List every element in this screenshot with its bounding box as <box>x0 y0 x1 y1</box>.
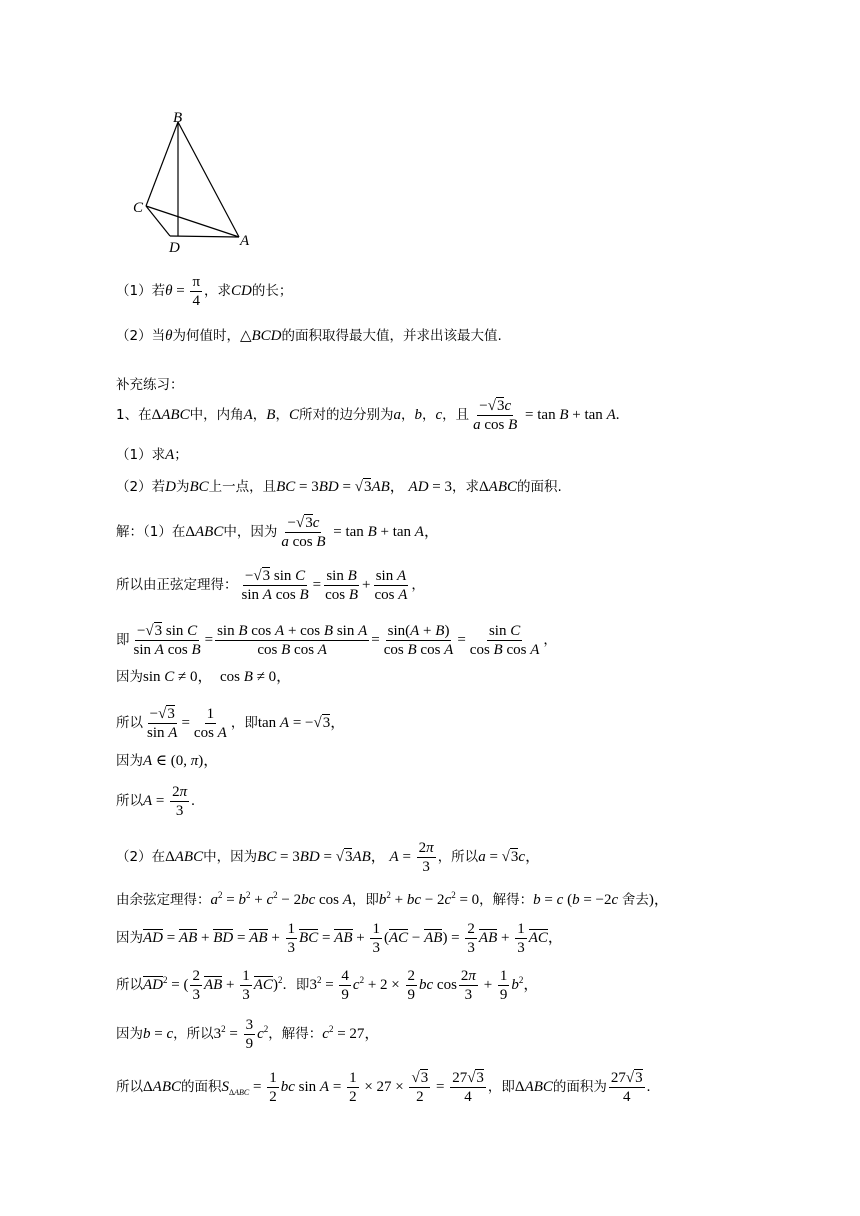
solution-line-9: 由余弦定理得：$a^2 = b^2 + c^2 - 2bc$ cos A，即$b^2$ + bc − $2c^2 = 0$，解得：b = c (b = −2c 舍去)， <box>116 890 669 908</box>
edge-bc <box>146 122 178 206</box>
solution-line-5: 所以 $\frac{-√3}{\text{sin A}}$ = $\frac{1}{\text{cos A}}$ ，即tan A = −√3， <box>116 706 346 741</box>
problem-1: 1、在ΔABC中，内角A，B，C所对的边分别为a，b，c，且 $\frac{-√3c}{\text{a cos B}}$ = tan B + tan A. <box>116 398 620 433</box>
solution-line-10: 因为AD = AB + BD = AB + $\frac{1}{3}$ BC = AB + $\frac{1}{3}$ (AC − AB) = $\frac{2}{3}$ AB + $\frac{1}{3}$ AC， <box>116 921 563 956</box>
solution-line-8: （2）在ΔABC中，因为BC = 3BD = √3AB， A = $\frac{2\pi}{3}$ ，所以a = √3c， <box>116 840 541 875</box>
solution-line-7: 所以A = $\frac{2\pi}{3}$ . <box>116 784 195 819</box>
question-2: （2）当θ为何值时，△BCD的面积取得最大值，并求出该最大值. <box>116 328 502 344</box>
solution-line-12: 因为b = c，所以$3^2$ = $\frac{3}{9}$ $c^2$，解得：$c^2 = 27$， <box>116 1017 380 1052</box>
label-c: C <box>133 200 144 216</box>
label-a: A <box>240 233 250 249</box>
solution-line-2: 所以由正弦定理得： $\frac{\text{−√3 sin C}}{\text{sin A cos B}}$ = $\frac{\text{sin B}}{\text{cos B}}$ + $\frac{\text{sin A}}{\text{cos A}}$ ， <box>116 568 425 603</box>
edge-da <box>170 236 239 237</box>
solution-line-3: 即 $\frac{\text{−√3 sin C}}{\text{sin A cos B}}$ = $\frac{\text{sin B cos A + cos B sin A}}{\text{cos B cos A}}$ = $\frac{\sin(A + B)}{\text{cos B cos A}}$ = $\frac{\text{sin C}}{\text{cos B cos A}}$ ， <box>116 623 557 658</box>
solution-line-1: 解：（1）在ΔABC中，因为 $\frac{-√3c}{\text{a cos B}}$ = tan B + tan A， <box>116 515 439 550</box>
solution-line-4: 因为sin C ≠ 0， cos B ≠ 0， <box>116 669 292 685</box>
question-1: （1）若θ = $\frac{\pi}{4}$ ，求CD的长； <box>116 274 293 309</box>
supplement-title: 补充练习： <box>116 377 184 393</box>
triangle-diagram <box>128 104 268 264</box>
problem-1-part-2: （2）若D为BC上一点，且BC = 3BD = √3AB， AD = 3，求ΔABC的面积. <box>116 479 562 495</box>
label-b: B <box>173 110 183 126</box>
label-d: D <box>169 240 180 256</box>
problem-1-part-1: （1）求A； <box>116 447 188 463</box>
solution-line-11: 所以$AD^2$ = ( $\frac{2}{3}$ AB + $\frac{1}{3}$ AC)$^2$．即$3^2$ = $\frac{4}{9}$ $c^2 + 2$ × $\frac{2}{9}$ bc cos $\frac{2\pi}{3}$ + $\frac{1}{9}$ $b^2$， <box>116 968 539 1003</box>
solution-line-13: 所以ΔABC的面积$S_{\Delta ABC}$ = $\frac{1}{2}$ bc sin A = $\frac{1}{2}$ × 27 × $\frac{√3}{2}$ = $\frac{27√3}{4}$ ，即ΔABC的面积为 $\frac{27√3}{4}$ . <box>116 1070 651 1105</box>
solution-line-6: 因为A ∈ (0, π)， <box>116 753 219 769</box>
